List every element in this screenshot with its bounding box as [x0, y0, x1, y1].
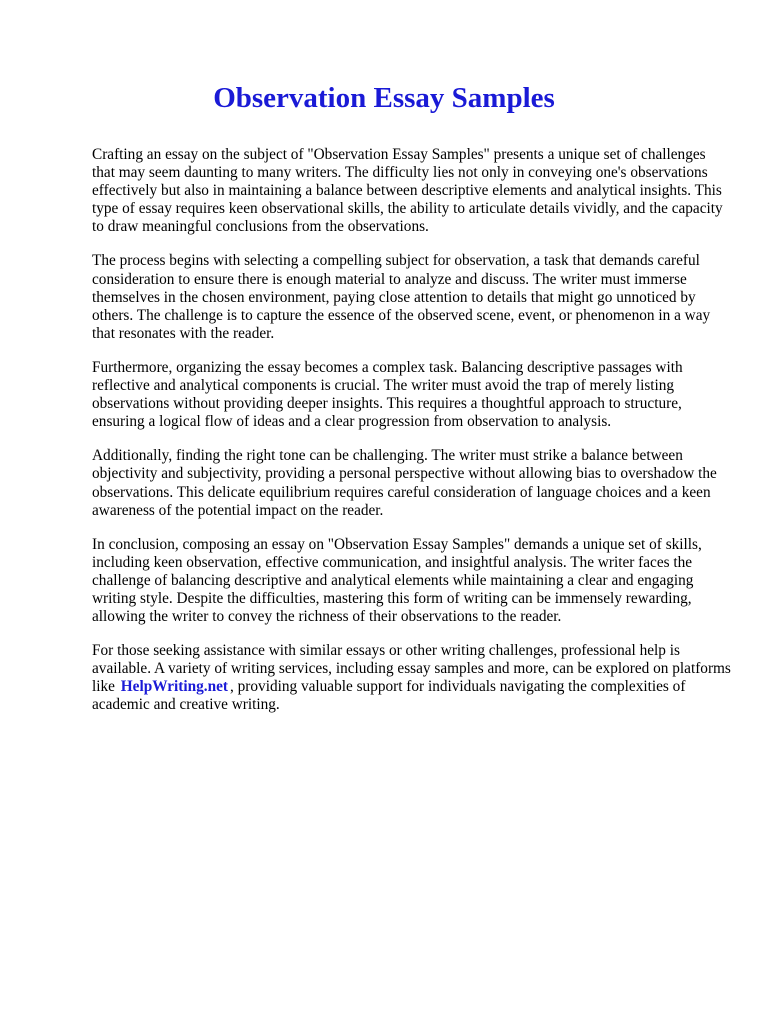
- page-title: Observation Essay Samples: [213, 82, 555, 114]
- paragraph-6-after-link: , providing valuable support for individuals navigating the complexities of academic and creative writing.: [92, 678, 686, 714]
- paragraph-5: In conclusion, composing an essay on "Observation Essay Samples" demands a unique set of skills, including keen observation, effective communication, and insightful analysis. The writer faces the challenge of balancing descriptive and analytical elements while maintaining a clear and engaging writing style. Despite the difficulties, mastering this form of writing can be immensely rewarding, allowing the writer to convey the richness of their observations to the reader.: [92, 535, 702, 626]
- paragraph-1: Crafting an essay on the subject of "Observation Essay Samples" presents a unique set of challenges that may seem daunting to many writers. The difficulty lies not only in conveying one's observations effectively but also in maintaining a balance between descriptive elements and analytical insights. This type of essay requires keen observational skills, the ability to articulate details vividly, and the capacity to draw meaningful conclusions from the observations.: [92, 146, 723, 236]
- document-body: [92, 146, 732, 731]
- paragraph-2: The process begins with selecting a compelling subject for observation, a task that demands careful consideration to ensure there is enough material to analyze and discuss. The writer must immerse themselves in the chosen environment, paying close attention to details that might go unnoticed by others. The challenge is to capture the essence of the observed scene, event, or phenomenon in a way that resonates with the reader.: [92, 252, 711, 342]
- paragraph-4: Additionally, finding the right tone can be challenging. The writer must strike a balance between objectivity and subjectivity, providing a personal perspective without allowing bias to overshadow the observations. This delicate equilibrium requires careful consideration of language choices and a keen awareness of the potential impact on the reader.: [92, 447, 717, 519]
- helpwriting-link[interactable]: HelpWriting.net: [120, 678, 228, 696]
- paragraph-6-before-link: For those seeking assistance with similar essays or other writing challenges, professional help is available. A variety of writing services, including essay samples and more, can be explored on platforms like: [92, 642, 731, 696]
- paragraph-6: [92, 642, 732, 714]
- paragraph-3: Furthermore, organizing the essay becomes a complex task. Balancing descriptive passages with reflective and analytical components is crucial. The writer must avoid the trap of merely listing observations without providing deeper insights. This requires a thoughtful approach to structure, ensuring a logical flow of ideas and a clear progression from observation to analysis.: [92, 358, 683, 431]
